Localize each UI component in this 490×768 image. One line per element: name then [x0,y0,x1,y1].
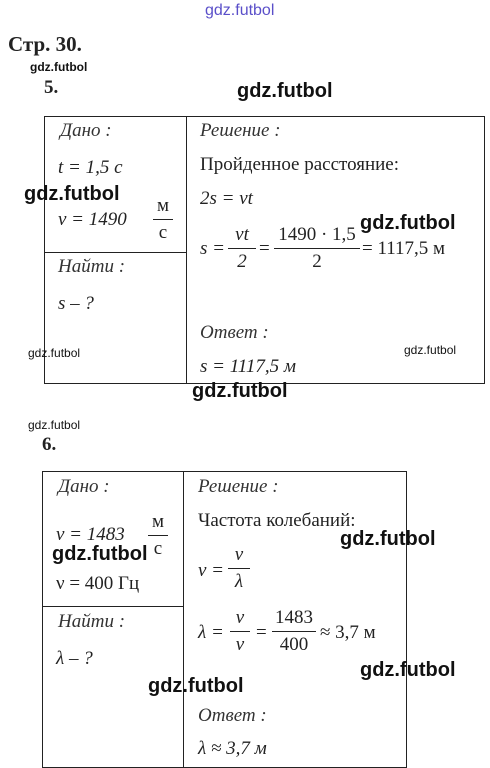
solution-text: Частота колебаний: [198,510,356,531]
formula-1-lhs: ν = [198,560,225,581]
denominator: 2 [237,251,247,272]
given-time: t = 1,5 с [58,157,123,178]
formula-2-result: ≈ 3,7 м [320,622,376,643]
given-frequency: ν = 400 Гц [56,573,140,594]
solution-text: Пройденное расстояние: [200,154,400,175]
watermark: gdz.futbol [24,183,120,205]
formula-1-fraction [228,544,250,593]
unit-fraction [153,195,173,244]
solution-label: Решение : [198,476,279,497]
formula-2-fraction-2 [272,607,316,656]
find-label: Найти : [58,256,126,277]
numerator: v [235,607,245,628]
watermark-small: gdz.futbol [28,346,81,360]
formula-2-fraction-1 [230,607,250,656]
formula-2-lhs: s = [200,238,225,259]
unit-denominator: с [153,538,163,559]
answer-value: λ ≈ 3,7 м [198,738,267,759]
watermark: gdz.futbol [148,675,244,697]
watermark-top: gdz.futbol [205,2,275,19]
watermark: gdz.futbol [340,528,436,550]
denominator: 400 [279,634,309,655]
watermark-small: gdz.futbol [404,343,457,357]
watermark: gdz.futbol [360,659,456,681]
formula-2-result: = 1117,5 м [362,238,446,259]
answer-value: s = 1117,5 м [200,356,297,377]
formula-2-eq: = [256,622,267,643]
unit-numerator: м [156,195,170,216]
given-label: Дано : [58,476,110,497]
formula-2-fraction-2 [274,224,360,273]
formula-2-lhs: λ = [198,622,224,643]
numerator: v [234,544,244,565]
formula-2-fraction-1 [228,224,256,273]
watermark-small: gdz.futbol [30,60,88,74]
page-title: Стр. 30. [8,32,82,56]
denominator: ν [235,634,245,655]
watermark: gdz.futbol [52,543,148,565]
formula-1: 2s = vt [200,188,253,209]
given-speed: v = 1483 [56,524,125,545]
task-6-number: 6. [42,434,57,455]
numerator: 1483 [275,607,313,628]
task-5-number: 5. [44,77,59,98]
denominator: 2 [312,251,322,272]
numerator: vt [235,224,249,245]
watermark: gdz.futbol [237,80,333,102]
formula-2-eq: = [259,238,270,259]
denominator: λ [234,571,244,592]
answer-label: Ответ : [198,705,267,726]
given-label: Дано : [60,120,112,141]
find-value: λ – ? [56,648,93,669]
solution-label: Решение : [200,120,281,141]
watermark: gdz.futbol [360,212,456,234]
unit-numerator: м [151,511,165,532]
watermark: gdz.futbol [192,380,288,402]
find-label: Найти : [58,611,126,632]
find-value: s – ? [58,293,94,314]
answer-label: Ответ : [200,322,269,343]
given-speed: v = 1490 [58,209,127,230]
numerator: 1490 · 1,5 [278,224,356,245]
watermark-small: gdz.futbol [28,418,81,432]
unit-fraction [148,511,168,560]
unit-denominator: с [158,222,168,243]
